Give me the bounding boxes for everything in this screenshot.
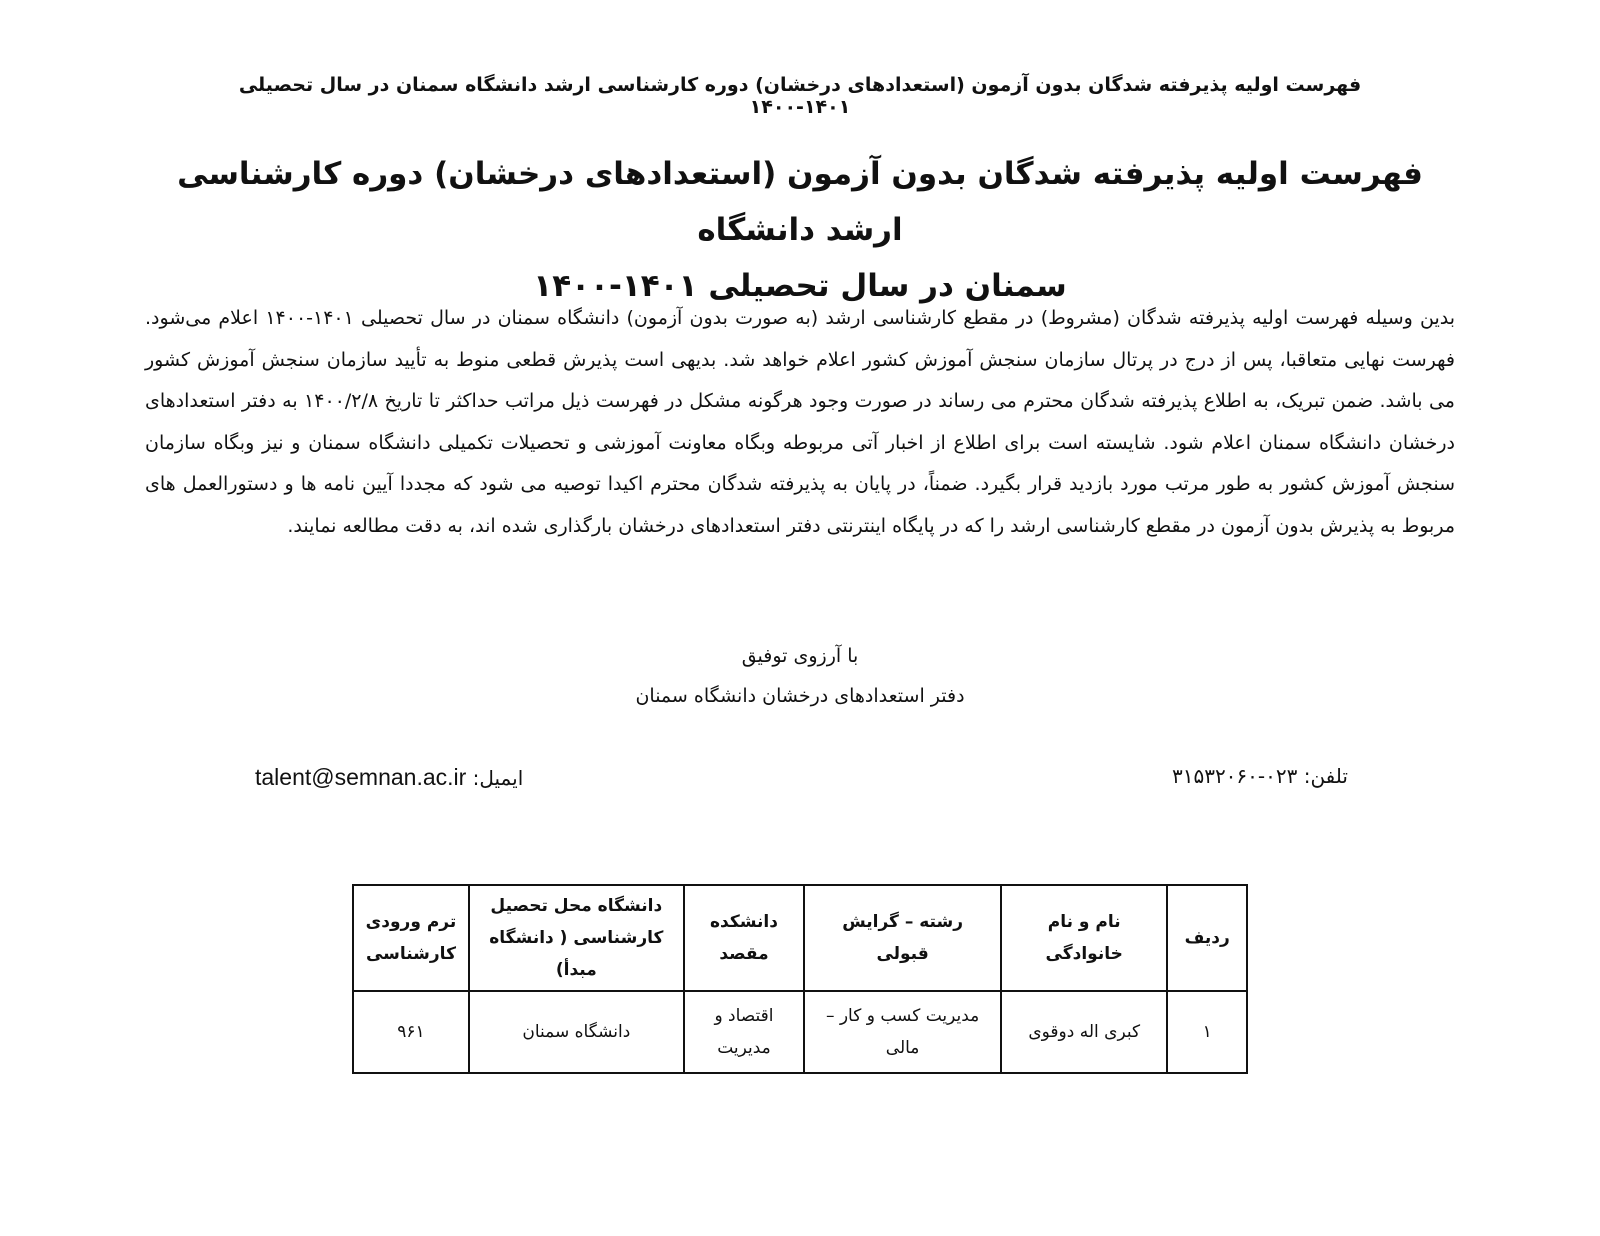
table-header-row <box>353 885 1247 991</box>
phone-label: تلفن: <box>1303 764 1348 788</box>
phone-value: ۰۲۳-۳۱۵۳۲۰۶۰ <box>1171 764 1298 788</box>
contact-email <box>255 764 523 791</box>
closing-block <box>400 636 1200 716</box>
running-header: فهرست اولیه پذیرفته شدگان بدون آزمون (استعدادهای درخشان) دوره کارشناسی ارشد دانشگاه سمنان در سال تحصیلی ۱۴۰۱-۱۴۰۰ <box>238 74 1362 118</box>
closing-office: دفتر استعدادهای درخشان دانشگاه سمنان <box>635 685 965 707</box>
closing-wish: با آرزوی توفیق <box>741 645 859 667</box>
admitted-students-table <box>352 884 1248 1074</box>
header-entry-term: ترم ورودی کارشناسی <box>353 885 469 991</box>
cell-full-name: کبری اله دوقوی <box>1001 991 1168 1073</box>
contact-phone <box>1172 764 1348 788</box>
cell-entry-term: ۹۶۱ <box>353 991 469 1073</box>
document-title <box>150 146 1450 314</box>
header-field: رشته – گرایش قبولی <box>804 885 1001 991</box>
announcement-paragraph: بدین وسیله فهرست اولیه پذیرفته شدگان (مشروط) در مقطع کارشناسی ارشد (به صورت بدون آزمون) دانشگاه سمنان در سال تحصیلی ۱۴۰۱-۱۴۰۰ اعلام می‌شود. فهرست نهایی متعاقبا، پس از درج در پرتال سازمان سنجش آموزش کشور اعلام خواهد شد. بدیهی است پذیرش قطعی منوط به تأیید سازمان سنجش آموزش کشور می باشد. ضمن تبریک، به اطلاع پذیرفته شدگان محترم می رساند در صورت وجود هرگونه مشکل در فهرست ذیل مراتب حداکثر تا تاریخ ۱۴۰۰/۲/۸ به دفتر استعدادهای درخشان دانشگاه سمنان اعلام شود. شایسته است برای اطلاع از اخبار آتی مربوطه وبگاه معاونت آموزشی و تحصیلات تکمیلی دانشگاه سمنان و نیز وبگاه سازمان سنجش آموزش کشور به طور مرتب مورد بازدید قرار بگیرد. ضمناً، در پایان به پذیرفته شدگان محترم اکیدا توصیه می شود که مجددا آیین نامه ها و دستورالعمل های مربوط به پذیرش بدون آزمون در مقطع کارشناسی ارشد را که در پایگاه اینترنتی دفتر استعدادهای درخشان بارگذاری شده اند، به دقت مطالعه نمایند. <box>145 307 1456 537</box>
cell-field: مدیریت کسب و کار – مالی <box>804 991 1001 1073</box>
title-line-2: سمنان در سال تحصیلی ۱۴۰۱-۱۴۰۰ <box>533 268 1067 304</box>
cell-faculty: اقتصاد و مدیریت <box>684 991 805 1073</box>
table-row <box>353 991 1247 1073</box>
header-origin-university: دانشگاه محل تحصیل کارشناسی ( دانشگاه مبدأ) <box>469 885 684 991</box>
title-line-1: فهرست اولیه پذیرفته شدگان بدون آزمون (استعدادهای درخشان) دوره کارشناسی ارشد دانشگاه <box>177 156 1423 248</box>
cell-row-number: ۱ <box>1167 991 1247 1073</box>
header-full-name: نام و نام خانوادگی <box>1001 885 1168 991</box>
email-value[interactable]: talent@semnan.ac.ir <box>255 764 467 790</box>
cell-origin-university: دانشگاه سمنان <box>469 991 684 1073</box>
email-label: ایمیل: <box>472 766 524 790</box>
header-faculty: دانشکده مقصد <box>684 885 805 991</box>
header-row-number: ردیف <box>1167 885 1247 991</box>
